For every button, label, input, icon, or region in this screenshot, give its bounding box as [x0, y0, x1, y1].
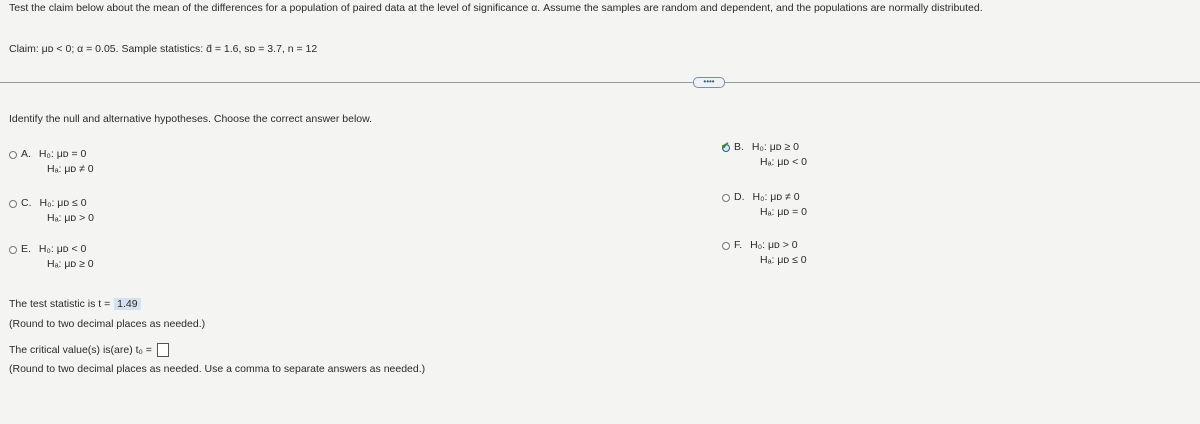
test-statistic-answer[interactable]: 1.49 [114, 298, 140, 310]
alternative-hypothesis: Hₐ: μᴅ ≤ 0 [760, 254, 807, 266]
option-letter: A. [21, 148, 31, 160]
divider [0, 82, 1200, 83]
null-hypothesis: H₀: μᴅ ≥ 0 [751, 141, 799, 153]
radio-button[interactable] [9, 246, 17, 254]
test-statistic-line [9, 298, 141, 310]
alternative-hypothesis: Hₐ: μᴅ ≠ 0 [47, 163, 94, 175]
option-f[interactable] [722, 238, 807, 268]
null-hypothesis: H₀: μᴅ = 0 [38, 148, 87, 160]
critical-value-label: The critical value(s) is(are) t₀ = [9, 343, 152, 356]
hypotheses-prompt: Identify the null and alternative hypotheses. Choose the correct answer below. [9, 113, 373, 125]
option-letter: B. [734, 141, 744, 153]
null-hypothesis: H₀: μᴅ ≤ 0 [39, 197, 87, 209]
null-hypothesis: H₀: μᴅ < 0 [38, 243, 87, 255]
option-d[interactable] [722, 190, 807, 220]
test-statistic-label: The test statistic is t = [9, 298, 111, 310]
option-letter: E. [21, 243, 31, 255]
option-letter: D. [734, 191, 745, 203]
option-e[interactable] [9, 242, 94, 272]
rounding-comma-note: (Round to two decimal places as needed. Use a comma to separate answers as needed.) [9, 363, 426, 375]
option-letter: C. [21, 197, 32, 209]
radio-button[interactable] [9, 151, 17, 159]
option-c[interactable] [9, 196, 94, 226]
option-a[interactable] [9, 147, 94, 177]
radio-button[interactable] [9, 200, 17, 208]
alternative-hypothesis: Hₐ: μᴅ < 0 [760, 156, 807, 168]
null-hypothesis: H₀: μᴅ ≠ 0 [752, 191, 800, 203]
radio-button[interactable] [722, 242, 730, 250]
question-intro: Test the claim below about the mean of the differences for a population of paired data at the level of significance α. Assume the samples are random and dependent, and the populations are normally distributed. [9, 2, 983, 14]
rounding-note: (Round to two decimal places as needed.) [9, 318, 206, 330]
checkmark-icon: ✔ [721, 140, 730, 152]
option-b[interactable] [722, 140, 807, 170]
critical-value-input[interactable] [157, 343, 169, 357]
alternative-hypothesis: Hₐ: μᴅ ≥ 0 [47, 258, 94, 270]
null-hypothesis: H₀: μᴅ > 0 [750, 239, 798, 251]
claim-text: Claim: μᴅ < 0; α = 0.05. Sample statistics: d̄ = 1.6, sᴅ = 3.7, n = 12 [9, 43, 318, 55]
option-letter: F. [734, 239, 743, 251]
radio-button-selected[interactable] [721, 140, 730, 152]
alternative-hypothesis: Hₐ: μᴅ > 0 [47, 212, 94, 224]
expand-more-button[interactable]: •••• [693, 77, 725, 88]
critical-value-line [9, 343, 169, 357]
radio-button[interactable] [722, 194, 730, 202]
alternative-hypothesis: Hₐ: μᴅ = 0 [760, 206, 807, 218]
